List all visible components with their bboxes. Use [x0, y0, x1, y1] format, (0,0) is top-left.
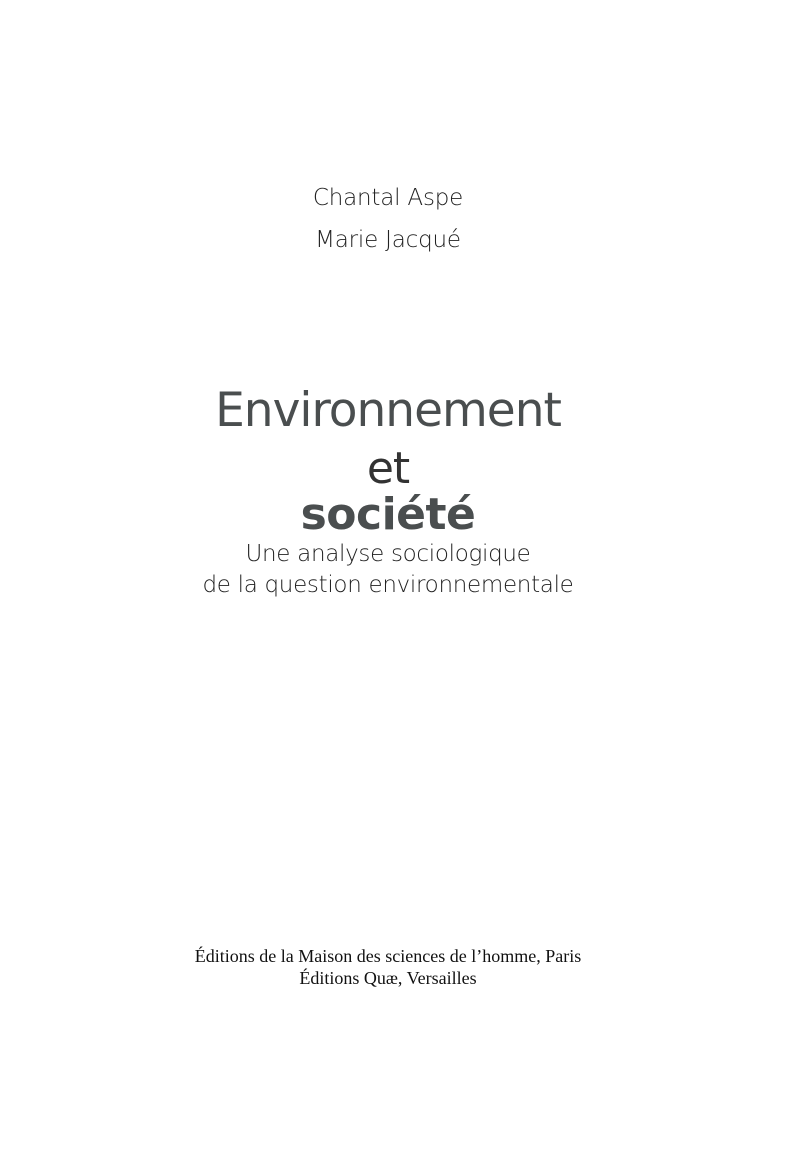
- book-title-line-3: société: [300, 489, 476, 540]
- book-title-line-2: et: [366, 443, 410, 494]
- book-subtitle-line-2: de la question environnementale: [202, 572, 574, 598]
- author-name: Marie Jacqué: [315, 227, 461, 253]
- book-title-line-1: Environnement: [215, 383, 561, 438]
- book-subtitle-line-1: Une analyse sociologique: [245, 541, 531, 567]
- publisher-line: Éditions Quæ, Versailles: [299, 968, 477, 988]
- author-name: Chantal Aspe: [312, 185, 464, 211]
- publisher-line: Éditions de la Maison des sciences de l’homme, Paris: [194, 946, 582, 966]
